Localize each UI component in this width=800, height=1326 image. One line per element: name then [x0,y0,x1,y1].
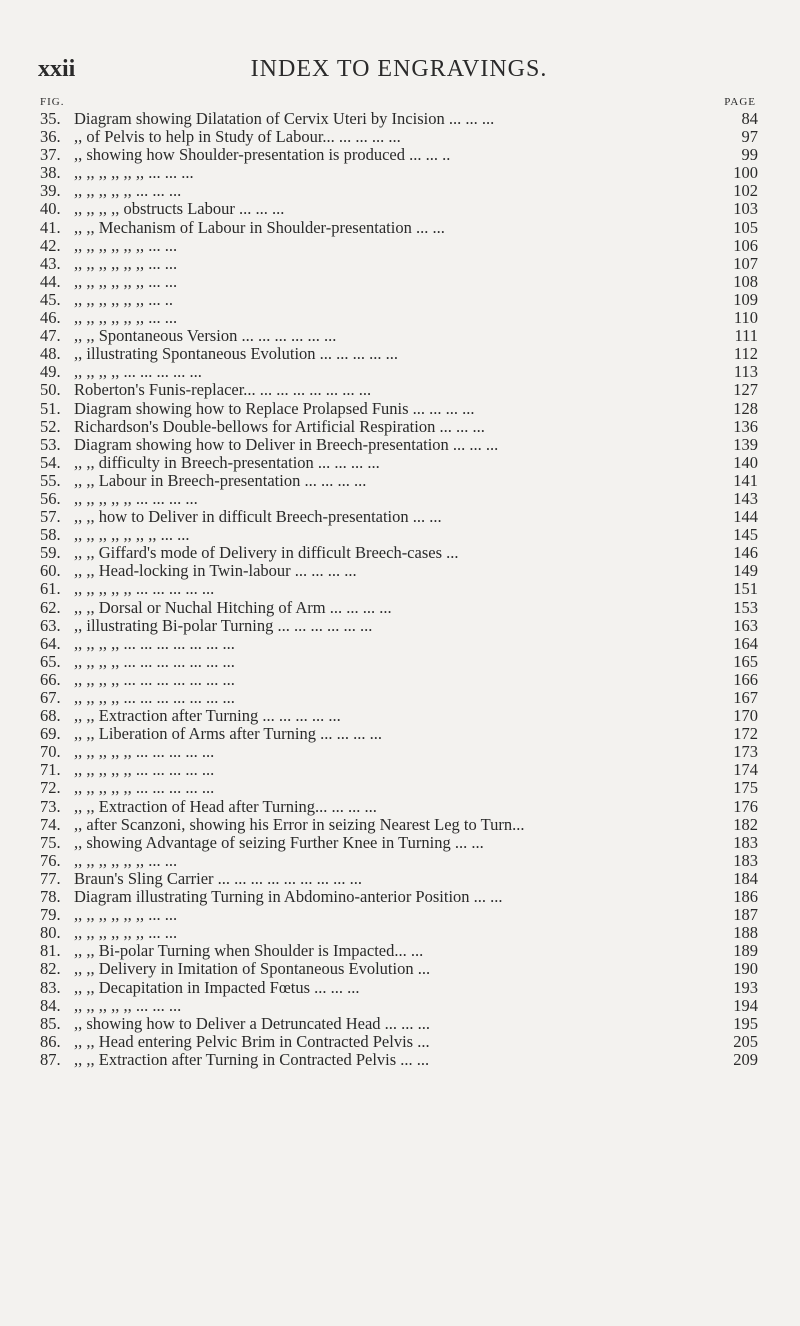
entry-description: ,, ,, how to Deliver in difficult Breech-presentation ... ... [74,508,442,527]
fig-number: 59. [40,543,61,563]
fig-number: 76. [40,850,61,870]
index-entry [0,436,800,454]
page-ref: 189 [733,941,758,961]
index-entry [0,110,800,128]
entry-description: Diagram illustrating Turning in Abdomino-anterior Position ... ... [74,888,503,907]
index-entry [0,345,800,363]
entry-description: ,, ,, ,, ,, ... ... ... ... ... ... ... [74,652,235,671]
page-ref: 175 [733,778,758,798]
page-ref: 109 [733,289,758,309]
fig-number: 62. [40,597,61,617]
index-entry [0,309,800,327]
fig-number: 85. [40,1013,61,1033]
fig-number: 38. [40,163,61,183]
page-ref: 176 [733,796,758,816]
page-ref: 172 [733,724,758,744]
index-entry [0,689,800,707]
entry-description: ,, ,, ,, ,, ,, ... ... ... ... ... [74,580,215,599]
page-ref: 146 [733,543,758,563]
entry-description: ,, ,, ,, ,, obstructs Labour ... ... ... [74,200,285,219]
page-ref: 170 [733,706,758,726]
index-entry [0,291,800,309]
page-ref: 127 [733,380,758,400]
entry-description: ,, ,, ,, ,, ,, ... ... ... ... [74,489,198,508]
page-ref: 111 [734,326,758,346]
fig-column-header: FIG. [40,96,65,108]
index-entry [0,490,800,508]
entry-description: Diagram showing Dilatation of Cervix Uteri by Incision ... ... ... [74,110,495,128]
page-ref: 205 [733,1031,758,1051]
page-ref: 167 [733,688,758,707]
entry-description: Braun's Sling Carrier ... ... ... ... ... ... ... ... ... [74,869,363,888]
page-ref: 193 [733,977,758,997]
index-entry [0,960,800,978]
page-ref: 106 [733,235,758,255]
index-entry [0,164,800,182]
page-ref: 103 [733,199,758,219]
fig-number: 56. [40,488,61,508]
entry-description: ,, ,, Head-locking in Twin-labour ... ... ... ... [74,562,357,581]
page-number: xxii [38,56,76,82]
entry-description: ,, ,, Dorsal or Nuchal Hitching of Arm ... ... ... ... [74,598,392,617]
index-entry [0,671,800,689]
index-entry [0,779,800,797]
fig-number: 49. [40,362,61,382]
index-entry [0,182,800,200]
index-entry [0,906,800,924]
page-ref: 105 [733,217,758,237]
index-entry [0,1033,800,1051]
index-entry [0,997,800,1015]
entry-description: ,, ,, ,, ,, ,, ... ... ... [74,996,182,1015]
index-entry [0,237,800,255]
page-title: INDEX TO ENGRAVINGS. [250,56,548,82]
page-ref: 139 [733,434,758,454]
page-column-header: PAGE [724,96,756,108]
fig-number: 36. [40,127,61,147]
page-ref: 183 [733,832,758,852]
page-ref: 145 [733,525,758,545]
index-entry [0,707,800,725]
fig-number: 73. [40,796,61,816]
entry-description: Roberton's Funis-replacer... ... ... ... ... ... ... ... [74,381,372,400]
fig-number: 65. [40,651,61,671]
page-ref: 141 [733,470,758,490]
index-entry [0,852,800,870]
entry-description: ,, ,, ,, ,, ,, ,, ... ... [74,254,178,273]
page-ref: 102 [733,181,758,201]
index-entry [0,743,800,761]
fig-number: 43. [40,253,61,273]
entry-description: ,, ,, Labour in Breech-presentation ... ... ... ... [74,471,367,490]
fig-number: 78. [40,887,61,907]
fig-number: 44. [40,271,61,291]
fig-number: 39. [40,181,61,201]
fig-number: 51. [40,398,61,418]
fig-number: 40. [40,199,61,219]
entry-description: ,, ,, ,, ,, ,, ,, ... ... [74,906,178,925]
fig-number: 70. [40,742,61,762]
page-ref: 165 [733,651,758,671]
fig-number: 67. [40,688,61,707]
fig-number: 42. [40,235,61,255]
index-entry [0,635,800,653]
page-ref: 84 [741,109,758,128]
entry-description: ,, of Pelvis to help in Study of Labour... ... ... ... ... [74,128,401,147]
index-entry [0,798,800,816]
entry-description: ,, ,, ,, ,, ,, ,, ... ... [74,309,178,328]
fig-number: 72. [40,778,61,798]
fig-number: 46. [40,308,61,328]
fig-number: 64. [40,633,61,653]
page-ref: 113 [733,362,758,382]
index-entry [0,1015,800,1033]
page-ref: 163 [733,615,758,635]
index-entry [0,562,800,580]
index-entry [0,979,800,997]
fig-number: 57. [40,507,61,527]
fig-number: 83. [40,977,61,997]
fig-number: 50. [40,380,61,400]
entry-description: ,, ,, ,, ,, ,, ... ... ... ... ... [74,779,215,798]
entry-description: ,, ,, Liberation of Arms after Turning ... ... ... ... [74,725,382,744]
index-entry [0,200,800,218]
fig-number: 55. [40,470,61,490]
index-entry [0,526,800,544]
page-ref: 144 [733,507,758,527]
page-ref: 136 [733,416,758,436]
index-list [0,110,800,1069]
page-ref: 110 [733,308,758,328]
entry-description: ,, ,, ,, ,, ... ... ... ... ... ... ... [74,634,235,653]
index-entry [0,508,800,526]
entry-description: ,, ,, Delivery in Imitation of Spontaneous Evolution ... [74,960,431,979]
entry-description: ,, ,, ,, ,, ... ... ... ... ... ... ... [74,689,235,707]
page-ref: 100 [733,163,758,183]
fig-number: 71. [40,760,61,780]
entry-description: ,, ,, ,, ,, ,, ,, ... ... [74,236,178,255]
entry-description: ,, ,, ,, ,, ,, ,, ... ... ... [74,164,194,183]
index-entry [0,400,800,418]
fig-number: 58. [40,525,61,545]
entry-description: ,, ,, Spontaneous Version ... ... ... ... ... ... [74,327,337,346]
index-entry [0,924,800,942]
entry-description: ,, ,, ,, ,, ,, ,, ... ... [74,851,178,870]
page-ref: 194 [733,995,758,1015]
page-ref: 182 [733,814,758,834]
fig-number: 37. [40,145,61,165]
index-entry [0,273,800,291]
index-entry [0,381,800,399]
entry-description: ,, ,, Bi-polar Turning when Shoulder is Impacted... ... [74,942,424,961]
fig-number: 80. [40,923,61,943]
entry-description: ,, ,, ,, ,, ,, ,, ,, ... ... [74,526,190,545]
page-ref: 153 [733,597,758,617]
entry-description: ,, ,, Decapitation in Impacted Fœtus ... ... ... [74,978,360,997]
page-ref: 183 [733,850,758,870]
entry-description: ,, ,, difficulty in Breech-presentation ... ... ... ... [74,453,380,472]
fig-number: 81. [40,941,61,961]
entry-description: ,, ,, ,, ,, ,, ,, ... ... [74,272,178,291]
entry-description: ,, ,, Mechanism of Labour in Shoulder-presentation ... ... [74,218,445,237]
entry-description: Diagram showing how to Deliver in Breech-presentation ... ... ... [74,435,499,454]
entry-description: Diagram showing how to Replace Prolapsed Funis ... ... ... ... [74,399,475,418]
fig-number: 66. [40,669,61,689]
fig-number: 68. [40,706,61,726]
index-entry [0,454,800,472]
fig-number: 77. [40,868,61,888]
index-entry [0,580,800,598]
page-ref: 140 [733,452,758,472]
page-ref: 184 [733,868,758,888]
fig-number: 74. [40,814,61,834]
index-entry [0,653,800,671]
page-ref: 99 [741,145,758,165]
index-entry [0,888,800,906]
entry-description: ,, ,, Extraction after Turning ... ... ... ... ... [74,707,341,726]
entry-description: ,, ,, ,, ,, ,, ... ... ... ... ... [74,761,215,780]
index-entry [0,472,800,490]
entry-description: ,, ,, Extraction of Head after Turning... ... ... ... [74,797,377,816]
entry-description: Richardson's Double-bellows for Artificial Respiration ... ... ... [74,417,485,436]
page-ref: 108 [733,271,758,291]
index-entry [0,363,800,381]
page-ref: 186 [733,887,758,907]
fig-number: 86. [40,1031,61,1051]
page-ref: 190 [733,959,758,979]
entry-description: ,, ,, ,, ,, ,, ,, ... ... [74,924,178,943]
index-entry [0,599,800,617]
page-ref: 112 [733,344,758,364]
fig-number: 54. [40,452,61,472]
index-entry [0,327,800,345]
fig-number: 53. [40,434,61,454]
entry-description: ,, showing how to Deliver a Detruncated Head ... ... ... [74,1014,431,1033]
entry-description: ,, illustrating Spontaneous Evolution ... ... ... ... ... [74,345,399,364]
page-ref: 164 [733,633,758,653]
page-ref: 107 [733,253,758,273]
page-ref: 209 [733,1049,758,1069]
fig-number: 52. [40,416,61,436]
page-ref: 151 [733,579,758,599]
index-entry [0,1051,800,1069]
index-entry [0,870,800,888]
fig-number: 75. [40,832,61,852]
index-entry [0,255,800,273]
index-entry [0,146,800,164]
fig-number: 47. [40,326,61,346]
entry-description: ,, ,, Giffard's mode of Delivery in difficult Breech-cases ... [74,544,459,563]
entry-description: ,, showing Advantage of seizing Further Knee in Turning ... ... [74,833,484,852]
fig-number: 69. [40,724,61,744]
page-ref: 143 [733,488,758,508]
page-ref: 149 [733,561,758,581]
fig-number: 84. [40,995,61,1015]
page-ref: 187 [733,905,758,925]
entry-description: ,, ,, ,, ,, ,, ,, ... .. [74,290,173,309]
page-ref: 166 [733,669,758,689]
index-entry [0,942,800,960]
fig-number: 61. [40,579,61,599]
fig-number: 41. [40,217,61,237]
entry-description: ,, ,, Extraction after Turning in Contracted Pelvis ... ... [74,1050,430,1069]
index-entry [0,834,800,852]
index-entry [0,418,800,436]
entry-description: ,, illustrating Bi-polar Turning ... ... ... ... ... ... [74,616,373,635]
entry-description: ,, ,, ,, ,, ,, ... ... ... [74,182,182,201]
index-entry [0,725,800,743]
entry-description: ,, after Scanzoni, showing his Error in seizing Nearest Leg to Turn... [74,815,525,834]
fig-number: 63. [40,615,61,635]
index-entry [0,617,800,635]
fig-number: 35. [40,109,61,128]
page-ref: 173 [733,742,758,762]
page-ref: 174 [733,760,758,780]
page-ref: 188 [733,923,758,943]
entry-description: ,, showing how Shoulder-presentation is produced ... ... .. [74,146,451,165]
entry-description: ,, ,, ,, ,, ... ... ... ... ... [74,363,202,382]
index-entry [0,128,800,146]
page-ref: 195 [733,1013,758,1033]
index-entry [0,816,800,834]
index-entry [0,219,800,237]
fig-number: 79. [40,905,61,925]
page-header [38,56,760,88]
entry-description: ,, ,, Head entering Pelvic Brim in Contracted Pelvis ... [74,1032,430,1051]
fig-number: 60. [40,561,61,581]
index-entry [0,761,800,779]
fig-number: 48. [40,344,61,364]
page-ref: 97 [741,127,758,147]
fig-number: 82. [40,959,61,979]
entry-description: ,, ,, ,, ,, ,, ... ... ... ... ... [74,743,215,762]
page-ref: 128 [733,398,758,418]
fig-number: 45. [40,289,61,309]
fig-number: 87. [40,1049,61,1069]
entry-description: ,, ,, ,, ,, ... ... ... ... ... ... ... [74,670,235,689]
index-entry [0,544,800,562]
